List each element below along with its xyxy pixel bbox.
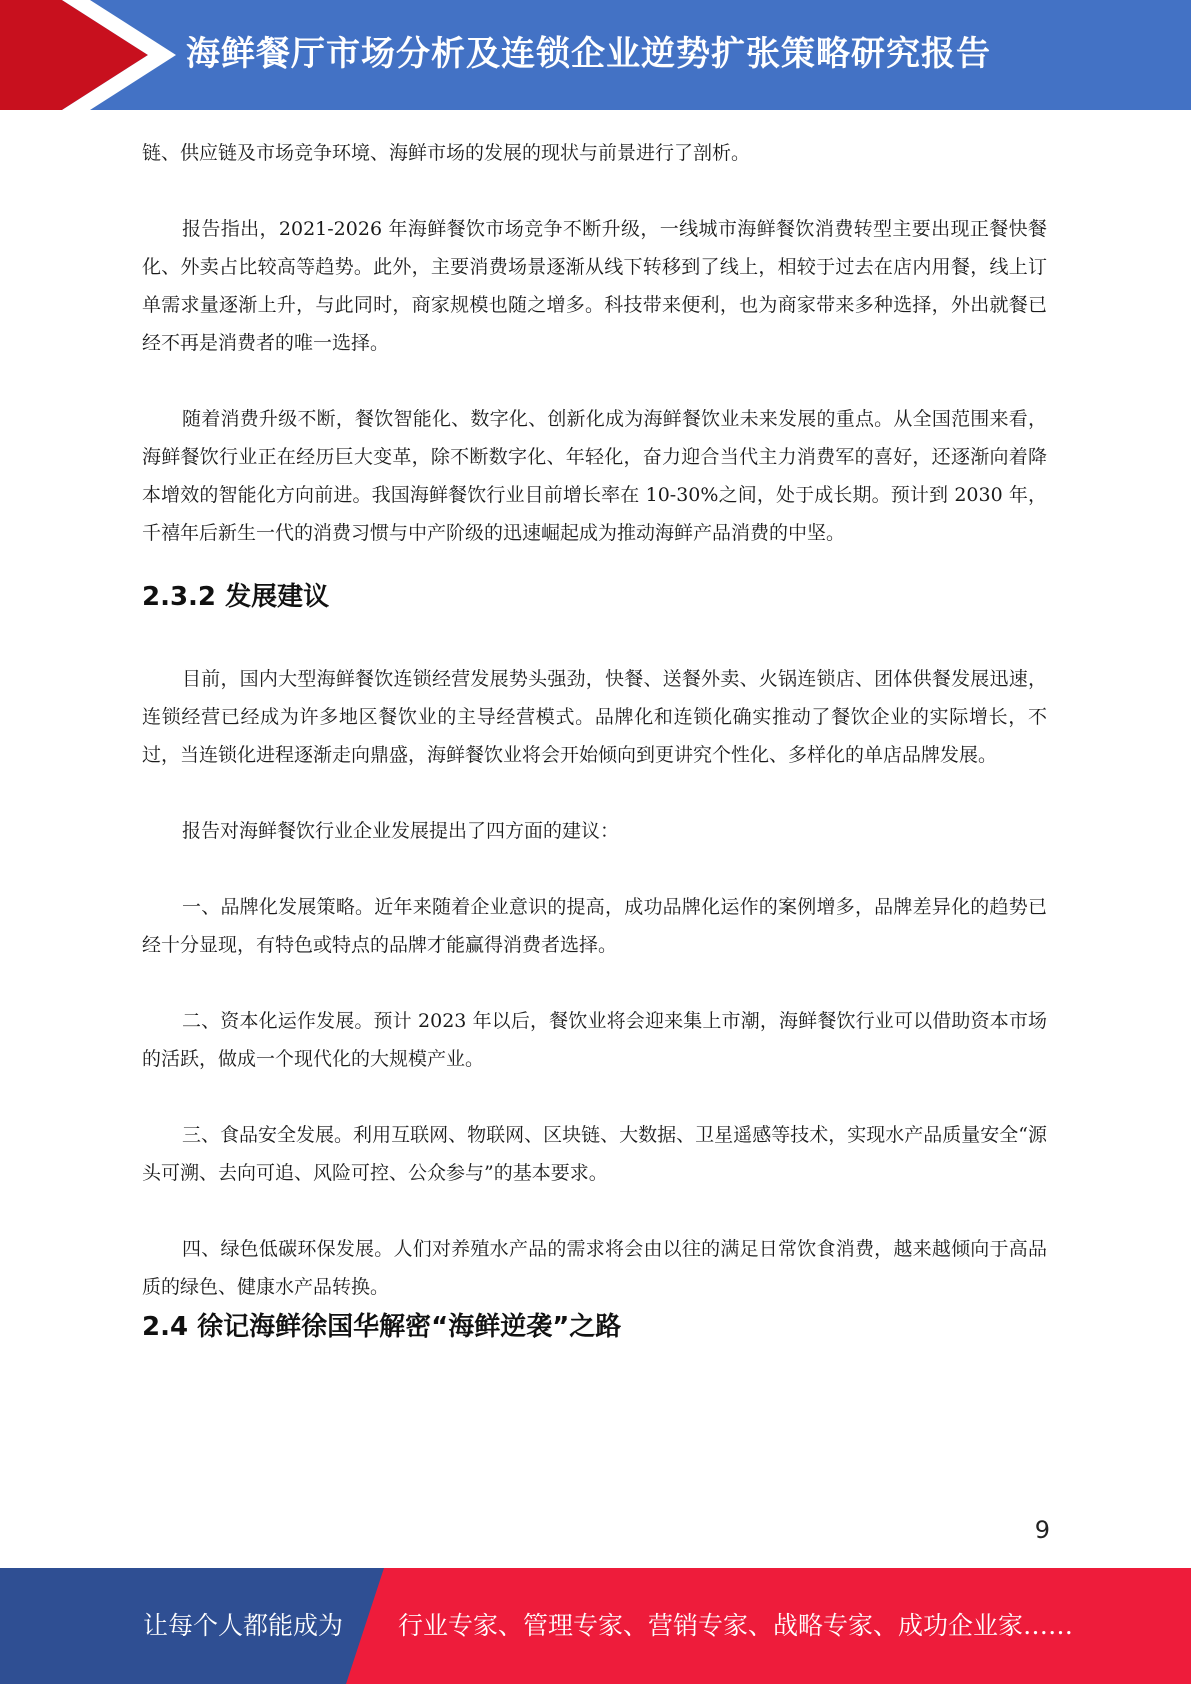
paragraph-1: 链、供应链及市场竞争环境、海鲜市场的发展的现状与前景进行了剖析。	[142, 142, 751, 164]
section-heading-2-3-2: 2.3.2 发展建议	[142, 582, 330, 612]
paragraph-2: 报告指出，2021-2026 年海鲜餐饮市场竞争不断升级，一线城市海鲜餐饮消费转型主要出现正餐快餐化、外卖占比较高等趋势。此外，主要消费场景逐渐从线下转移到了线上，相较于过去在店内用餐，线上订单需求量逐渐上升，与此同时，商家规模也随之增多。科技带来便利，也为商家带来多种选择，外出就餐已经不再是消费者的唯一选择。	[142, 218, 1047, 354]
paragraph-6: 一、品牌化发展策略。近年来随着企业意识的提高，成功品牌化运作的案例增多，品牌差异化的趋势已经十分显现，有特色或特点的品牌才能赢得消费者选择。	[142, 896, 1047, 956]
paragraph-9: 四、绿色低碳环保发展。人们对养殖水产品的需求将会由以往的满足日常饮食消费，越来越倾向于高品质的绿色、健康水产品转换。	[142, 1238, 1047, 1298]
header-banner	[0, 0, 1191, 110]
paragraph-3: 随着消费升级不断，餐饮智能化、数字化、创新化成为海鲜餐饮业未来发展的重点。从全国范围来看，海鲜餐饮行业正在经历巨大变革，除不断数字化、年轻化，奋力迎合当代主力消费军的喜好，还逐渐向着降本增效的智能化方向前进。我国海鲜餐饮行业目前增长率在 10-30%之间，处于成长期。预计到 2030 年，千禧年后新生一代的消费习惯与中产阶级的迅速崛起成为推动海鲜产品消费的中坚。	[142, 408, 1047, 544]
paragraph-7: 二、资本化运作发展。预计 2023 年以后，餐饮业将会迎来集上市潮，海鲜餐饮行业可以借助资本市场的活跃，做成一个现代化的大规模产业。	[142, 1010, 1047, 1070]
section-heading-2-4: 2.4 徐记海鲜徐国华解密“海鲜逆袭”之路	[142, 1312, 622, 1342]
page-content	[142, 134, 1047, 1346]
footer-slogan-left: 让每个人都能成为	[143, 1611, 344, 1640]
footer-banner	[0, 1568, 1191, 1684]
paragraph-5: 报告对海鲜餐饮行业企业发展提出了四方面的建议：	[182, 820, 620, 842]
footer-slogan-right: 行业专家、管理专家、营销专家、战略专家、成功企业家……	[398, 1611, 1074, 1640]
report-title: 海鲜餐厅市场分析及连锁企业逆势扩张策略研究报告	[186, 34, 991, 74]
paragraph-4: 目前，国内大型海鲜餐饮连锁经营发展势头强劲，快餐、送餐外卖、火锅连锁店、团体供餐发展迅速，连锁经营已经成为许多地区餐饮业的主导经营模式。品牌化和连锁化确实推动了餐饮企业的实际增长，不过，当连锁化进程逐渐走向鼎盛，海鲜餐饮业将会开始倾向到更讲究个性化、多样化的单店品牌发展。	[142, 668, 1047, 766]
paragraph-8: 三、食品安全发展。利用互联网、物联网、区块链、大数据、卫星遥感等技术，实现水产品质量安全“源头可溯、去向可追、风险可控、公众参与”的基本要求。	[142, 1124, 1047, 1184]
page-number: 9	[1034, 1516, 1050, 1544]
